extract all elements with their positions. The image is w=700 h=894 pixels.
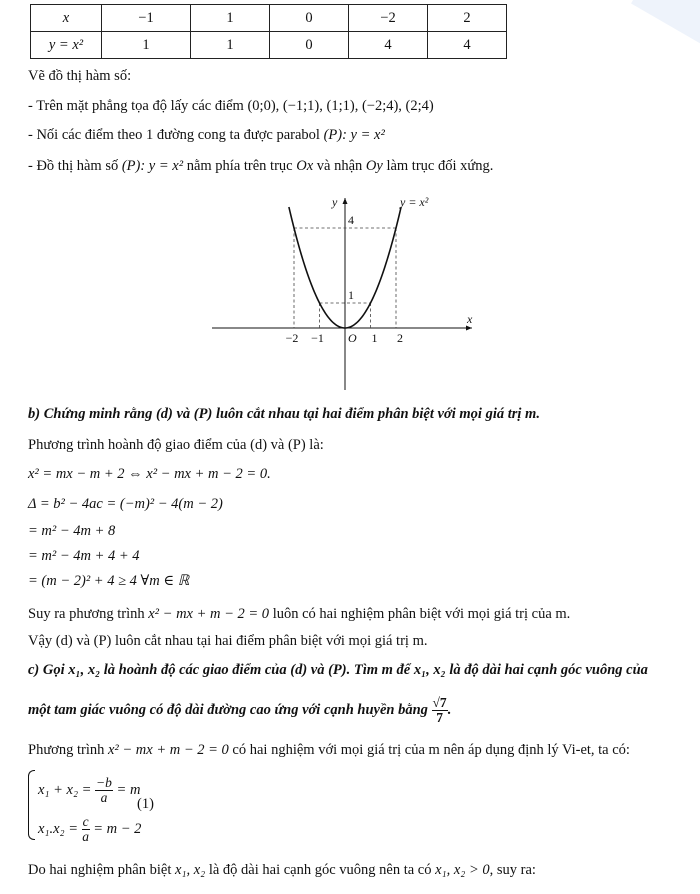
x-tick-label: −1 (311, 331, 324, 345)
draw-heading: Vẽ đồ thị hàm số: (28, 68, 132, 84)
origin-label: O (348, 331, 357, 345)
text-run: - Nối các điểm theo 1 đường cong ta được parabol (28, 127, 324, 143)
text-run: luôn có hai nghiệm phân biệt với mọi giá trị của m. (269, 606, 571, 622)
math-run: x₁, x₂ (174, 862, 206, 878)
b-equation-5: = (m − 2)² + 4 ≥ 4 ∀m ∈ ℝ (28, 573, 190, 589)
table-cell: −1 (102, 5, 191, 32)
math-run: x² − mx + m − 2 = 0 (107, 742, 229, 758)
b-equation-1: x² = mx − m + 2 ⇔ x² − mx + m − 2 = 0. (28, 466, 271, 482)
table-cell: −2 (349, 5, 428, 32)
b-equation-4: = m² − 4m + 4 + 4 (28, 548, 140, 564)
table-row (31, 5, 507, 32)
text-run: làm trục đối xứng. (382, 158, 494, 174)
page-corner-decoration (631, 0, 700, 48)
x-tick-label: 2 (397, 331, 403, 345)
text-run: Phương trình (28, 742, 108, 758)
y-tick-label: 1 (348, 288, 354, 302)
y-axis-label: y (332, 195, 338, 209)
part-c-heading-2: một tam giác vuông có độ dài đường cao ứng với cạnh huyền bằng $\frac{√7}{7}$ . (28, 695, 452, 726)
vieta-product (38, 815, 141, 844)
table-cell: x (31, 5, 102, 32)
table-cell: 4 (428, 32, 507, 59)
text-run: Do hai nghiệm phân biệt (28, 862, 175, 878)
table-cell: 1 (102, 32, 191, 59)
b-equation-3: = m² − 4m + 8 (28, 523, 116, 539)
parabola-graph (210, 190, 490, 395)
curve-label: y = x² (400, 195, 429, 209)
sqrt7-fraction (432, 696, 448, 725)
x-tick-label: −2 (285, 331, 299, 345)
part-c-heading-1: c) Gọi x₁, x₂ là hoành độ các giao điểm của (d) và (P). Tìm m để x₁, x₂ là độ dài hai cạnh góc vuông của (28, 662, 648, 678)
b-conclusion-2: Vậy (d) và (P) luôn cắt nhau tại hai điểm phân biệt với mọi giá trị m. (28, 633, 428, 649)
b-line-1: Phương trình hoành độ giao điểm của (d) và (P) là: (28, 437, 324, 453)
bullet-connect (28, 127, 385, 144)
table-cell: 0 (270, 32, 349, 59)
table-cell: 4 (349, 32, 428, 59)
bullet-symmetry (28, 158, 493, 175)
system-brace (28, 770, 35, 840)
x-axis-arrow (466, 326, 472, 331)
text-run: và nhận (313, 158, 366, 174)
y-axis-arrow (343, 198, 348, 204)
table-cell: y = x² (31, 32, 102, 59)
system-label: (1) (137, 796, 154, 812)
table-cell: 2 (428, 5, 507, 32)
b-conclusion-1 (28, 606, 570, 623)
fraction-denominator: 7 (436, 710, 443, 726)
table-row (31, 32, 507, 59)
table-cell: 1 (191, 32, 270, 59)
table-cell: 1 (191, 5, 270, 32)
text-run: có hai nghiệm với mọi giá trị của m nên áp dụng định lý Vi-et, ta có: (228, 742, 630, 758)
math-run: Ox (296, 158, 314, 174)
fraction-denominator: a (82, 829, 89, 845)
fraction-numerator: −b (96, 775, 112, 790)
text-run: , suy ra: (489, 862, 536, 878)
math-run: x₁, x₂ > 0 (435, 862, 490, 878)
part-b-heading: b) Chứng minh rằng (d) và (P) luôn cắt nhau tại hai điểm phân biệt với mọi giá trị m. (28, 406, 540, 422)
fraction-numerator: √7 (432, 695, 447, 710)
value-table (30, 4, 507, 59)
fraction (82, 815, 90, 844)
vieta-sum (38, 776, 140, 805)
text-run: = m (112, 782, 141, 798)
text-run: = m − 2 (89, 821, 142, 837)
table-cell: 0 (270, 5, 349, 32)
bullet-points: - Trên mặt phẳng tọa độ lấy các điểm (0;0), (−1;1), (1;1), (−2;4), (2;4) (28, 98, 434, 114)
fraction (95, 776, 113, 805)
fraction-denominator: a (100, 790, 108, 806)
text-run: nằm phía trên trục (183, 158, 297, 174)
x-axis-label: x (467, 312, 473, 326)
fraction-numerator: c (82, 814, 89, 829)
math-run: x² − mx + m − 2 = 0 (148, 606, 270, 622)
text-run: là độ dài hai cạnh góc vuông nên ta có (205, 862, 436, 878)
text-run: - Đồ thị hàm số (28, 158, 122, 174)
text-run: x₁ + x₂ = (38, 782, 96, 798)
math-run: (P): y = x² (121, 158, 184, 174)
final-line (28, 862, 536, 879)
x-tick-label: 1 (371, 331, 378, 345)
math-run: Oy (365, 158, 383, 174)
math-run: (P): y = x² (323, 127, 385, 143)
text-run: Suy ra phương trình (28, 606, 149, 622)
b-equation-2: Δ = b² − 4ac = (−m)² − 4(m − 2) (28, 496, 223, 512)
y-tick-label: 4 (348, 213, 354, 227)
c-line-1 (28, 742, 630, 759)
text-run: x₁.x₂ = (38, 821, 82, 837)
text-run: một tam giác vuông có độ dài đường cao ứng với cạnh huyền bằng (28, 702, 428, 718)
